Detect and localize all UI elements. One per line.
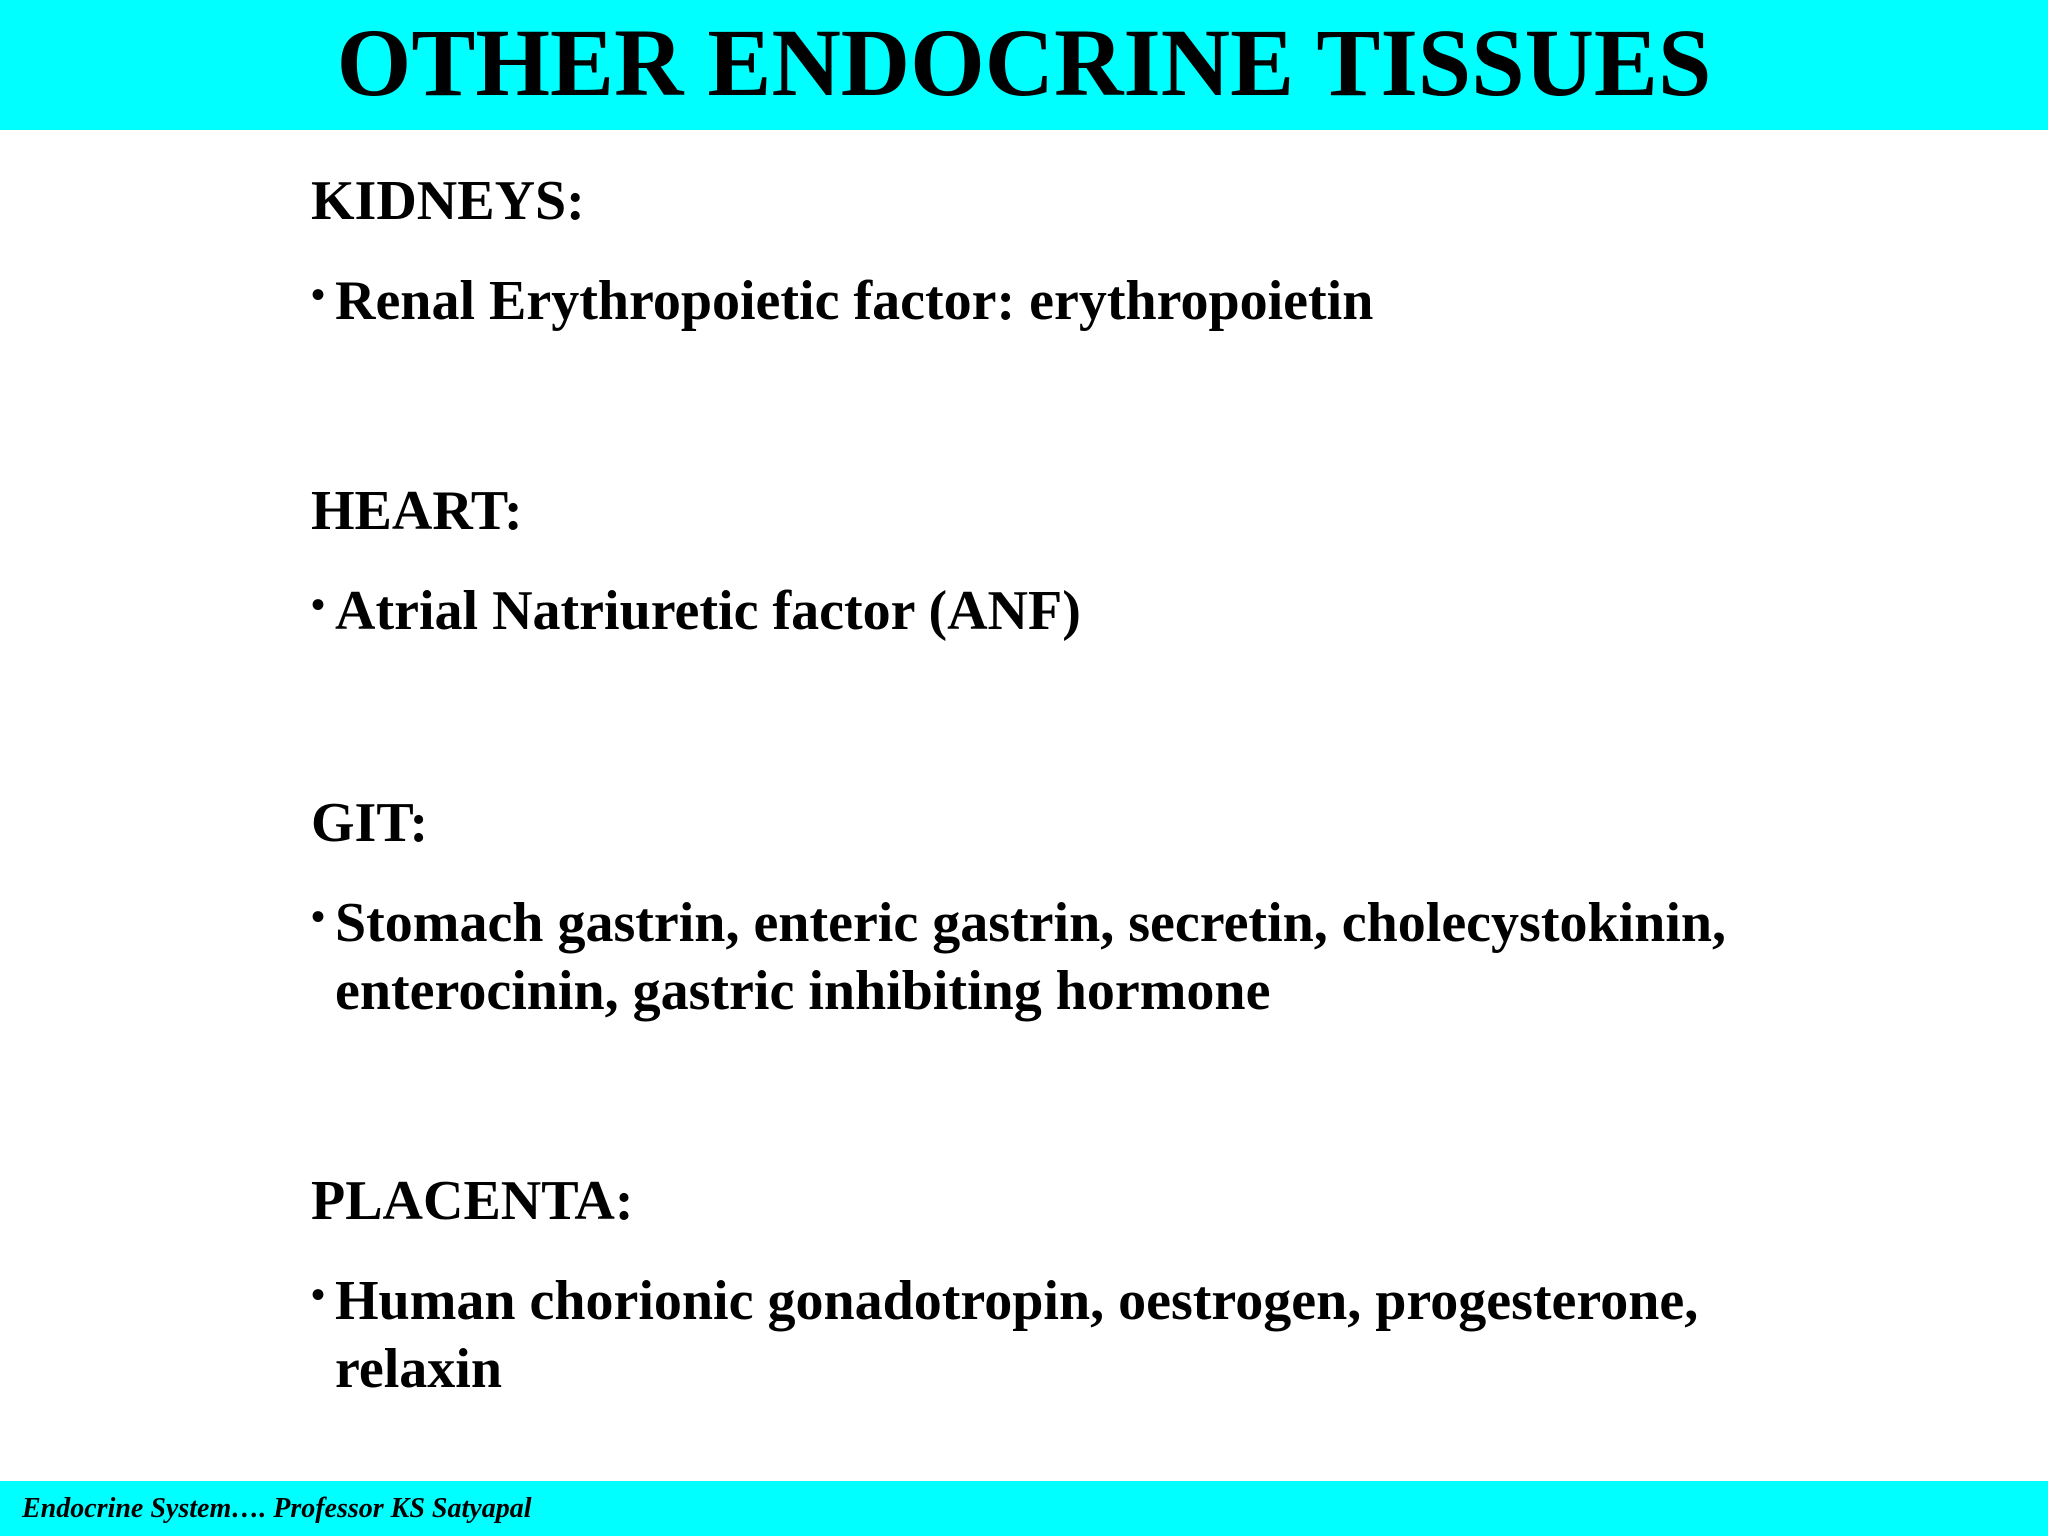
section-kidneys	[311, 165, 2011, 335]
bullet-item	[311, 1267, 1865, 1403]
bullet-text: Human chorionic gonadotropin, oestrogen, progesterone, relaxin	[335, 1270, 1699, 1400]
bullet-icon: •	[311, 582, 326, 627]
bullet-item	[311, 577, 2011, 645]
footer-bar	[0, 1481, 2048, 1536]
section-placenta	[311, 1165, 2011, 1403]
section-heading: PLACENTA:	[311, 1170, 634, 1232]
bullet-icon: •	[311, 272, 326, 317]
section-heart	[311, 475, 2011, 645]
section-git	[311, 787, 2011, 1025]
bullet-text: Stomach gastrin, enteric gastrin, secretin, cholecystokinin, enterocinin, gastric inhibiting hormone	[335, 892, 1727, 1022]
title-bar	[0, 0, 2048, 130]
section-heading: KIDNEYS:	[311, 170, 585, 232]
slide-title: OTHER ENDOCRINE TISSUES	[336, 8, 1712, 116]
bullet-icon: •	[311, 894, 326, 939]
bullet-text: Atrial Natriuretic factor (ANF)	[335, 580, 1081, 642]
section-heading: HEART:	[311, 480, 523, 542]
bullet-item	[311, 889, 1895, 1025]
bullet-icon: •	[311, 1272, 326, 1317]
bullet-item	[311, 267, 2011, 335]
footer-text: Endocrine System…. Professor KS Satyapal	[22, 1493, 532, 1524]
bullet-text: Renal Erythropoietic factor: erythropoietin	[335, 270, 1374, 332]
section-heading: GIT:	[311, 792, 429, 854]
